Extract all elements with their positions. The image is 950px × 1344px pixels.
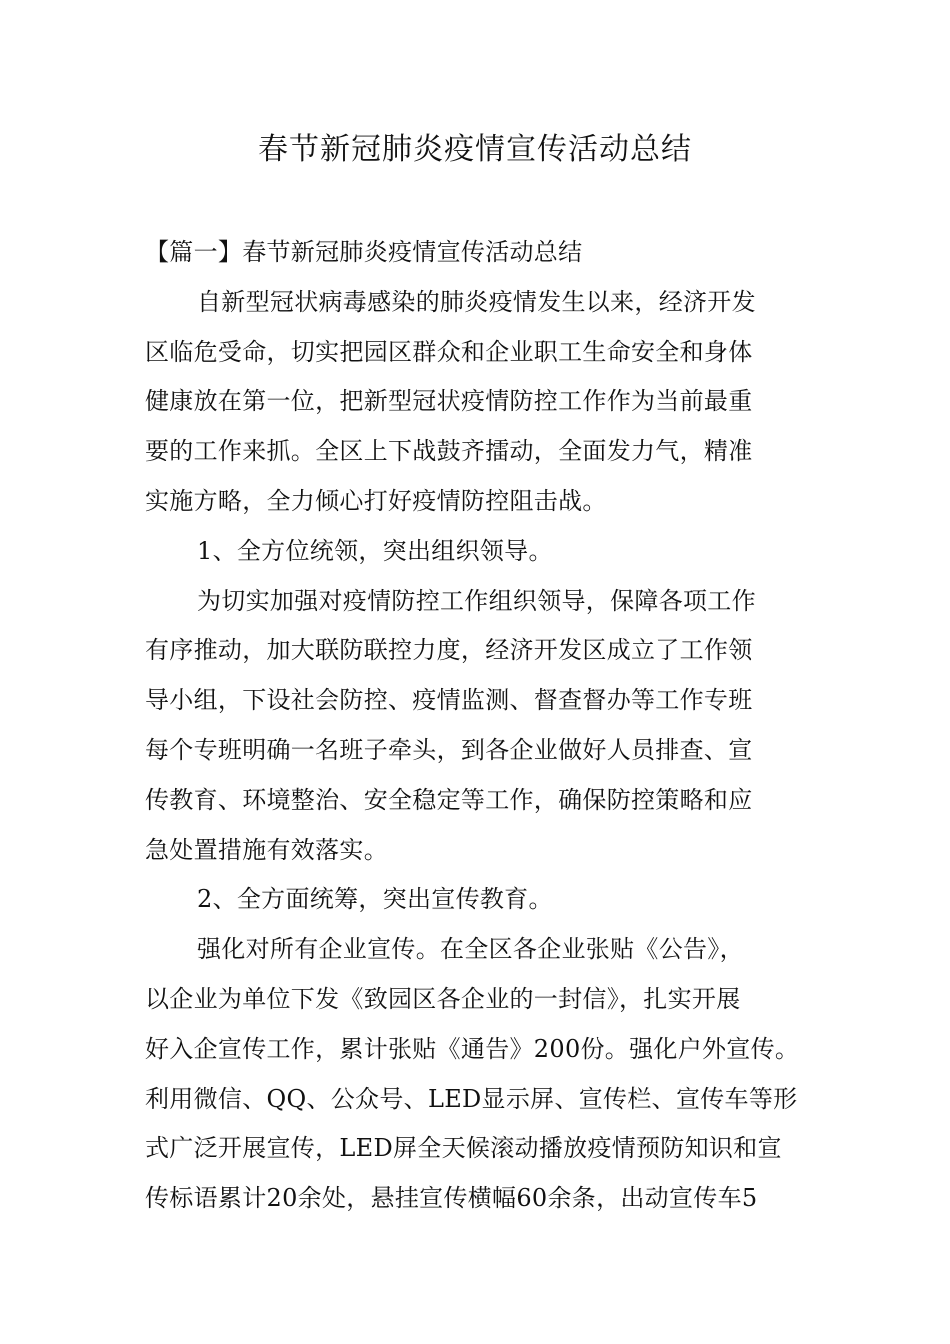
paragraph-line: 强化对所有企业宣传。在全区各企业张贴《公告》， — [197, 935, 744, 964]
subsection-heading: 2、全方面统筹，突出宣传教育。 — [197, 885, 553, 914]
subsection-heading: 1、全方位统领，突出组织领导。 — [197, 536, 553, 565]
document-body — [145, 228, 825, 1224]
paragraph-line: 利用微信、QQ、公众号、LED显示屏、宣传栏、宣传车等形 — [145, 1084, 798, 1113]
paragraph-line: 急处置措施有效落实。 — [145, 835, 388, 864]
section-heading: 【篇一】春节新冠肺炎疫情宣传活动总结 — [145, 238, 583, 266]
paragraph-line: 导小组，下设社会防控、疫情监测、督查督办等工作专班 — [145, 686, 753, 715]
paragraph-line: 要的工作来抓。全区上下战鼓齐擂动，全面发力气，精准 — [145, 437, 753, 466]
paragraph-line: 传标语累计20余处，悬挂宣传横幅60余条，出动宣传车5 — [145, 1184, 758, 1213]
paragraph-line: 有序推动，加大联防联控力度，经济开发区成立了工作领 — [145, 636, 753, 665]
paragraph-line: 好入企宣传工作，累计张贴《通告》200份。强化户外宣传。 — [145, 1034, 800, 1063]
document-title: 春节新冠肺炎疫情宣传活动总结 — [258, 132, 692, 167]
paragraph-line: 式广泛开展宣传，LED屏全天候滚动播放疫情预防知识和宣 — [145, 1134, 782, 1163]
paragraph-line: 自新型冠状病毒感染的肺炎疫情发生以来，经济开发 — [197, 287, 756, 316]
paragraph-line: 以企业为单位下发《致园区各企业的一封信》，扎实开展 — [145, 984, 741, 1013]
paragraph-line: 每个专班明确一名班子牵头，到各企业做好人员排查、宣 — [145, 735, 753, 764]
paragraph-line: 为切实加强对疫情防控工作组织领导，保障各项工作 — [197, 586, 756, 615]
paragraph-line: 实施方略，全力倾心打好疫情防控阻击战。 — [145, 486, 607, 515]
paragraph-line: 传教育、环境整治、安全稳定等工作，确保防控策略和应 — [145, 785, 753, 814]
paragraph-line: 健康放在第一位，把新型冠状疫情防控工作作为当前最重 — [145, 387, 753, 416]
paragraph-line: 区临危受命，切实把园区群众和企业职工生命安全和身体 — [145, 337, 753, 366]
